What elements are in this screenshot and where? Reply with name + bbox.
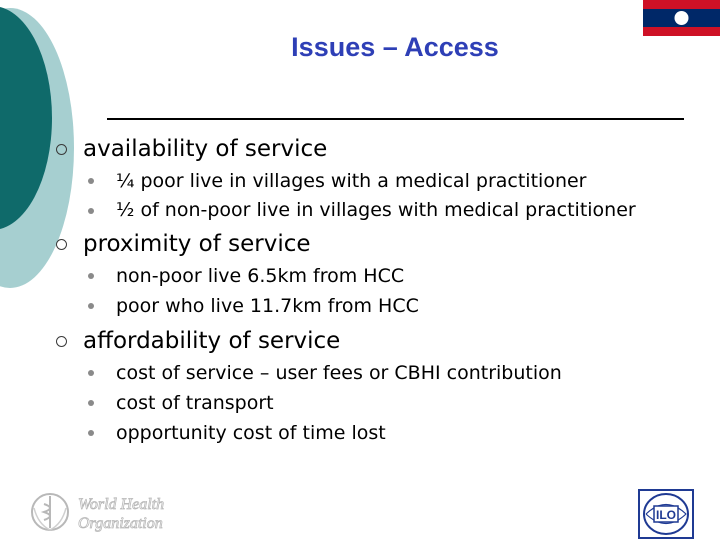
svg-text:Organization: Organization <box>78 515 163 532</box>
ilo-logo <box>638 489 694 539</box>
availability-points <box>56 167 686 223</box>
affordability-points <box>56 359 686 447</box>
laos-flag-icon <box>643 0 720 36</box>
point-text: ½ of non-poor live in villages with medical practitioner <box>116 199 636 221</box>
point-text: non-poor live 6.5km from HCC <box>116 265 405 287</box>
circle-bullet-icon <box>56 239 67 250</box>
title-divider <box>107 118 684 120</box>
point-text: cost of service – user fees or CBHI contribution <box>116 362 562 384</box>
dot-bullet-icon <box>88 400 94 406</box>
dot-bullet-icon <box>88 178 94 184</box>
circle-bullet-icon <box>56 144 67 155</box>
dot-bullet-icon <box>88 208 94 214</box>
list-item <box>56 419 686 447</box>
section-heading: availability of service <box>83 136 328 162</box>
section-heading: proximity of service <box>83 231 311 257</box>
circle-bullet-icon <box>56 336 67 347</box>
section-affordability <box>56 326 686 356</box>
list-item <box>56 292 686 320</box>
section-availability <box>56 134 686 164</box>
point-text: cost of transport <box>116 392 274 414</box>
list-item <box>56 167 686 195</box>
list-item <box>56 389 686 417</box>
slide-content <box>56 132 686 453</box>
section-proximity <box>56 229 686 259</box>
proximity-points <box>56 262 686 320</box>
point-text: ¼ poor live in villages with a medical practitioner <box>116 170 587 192</box>
who-logo <box>30 490 195 534</box>
list-item <box>56 197 686 223</box>
dot-bullet-icon <box>88 370 94 376</box>
dot-bullet-icon <box>88 273 94 279</box>
point-text: opportunity cost of time lost <box>116 422 386 444</box>
svg-text:World Health: World Health <box>78 496 165 513</box>
dot-bullet-icon <box>88 303 94 309</box>
slide-title: Issues – Access <box>291 32 499 62</box>
list-item <box>56 262 686 290</box>
dot-bullet-icon <box>88 430 94 436</box>
list-item <box>56 359 686 387</box>
svg-text:ILO: ILO <box>656 508 676 522</box>
point-text: poor who live 11.7km from HCC <box>116 295 419 317</box>
section-heading: affordability of service <box>83 328 341 354</box>
